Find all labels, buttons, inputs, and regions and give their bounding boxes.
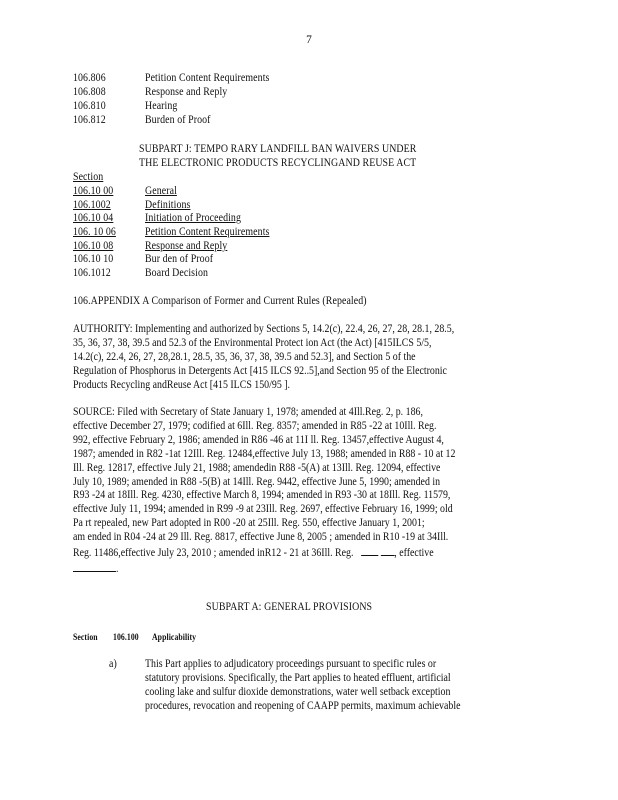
subpart-j-heading-line2: THE ELECTRONIC PRODUCTS RECYCLINGAND REUSE ACT — [139, 157, 417, 169]
source-line-blank: . — [73, 561, 455, 577]
blank-field — [73, 561, 116, 572]
page-number: 7 — [306, 34, 312, 46]
toc-num: 106.812 — [73, 114, 106, 126]
section-heading-label: Section — [73, 632, 98, 642]
toc-title: Definitions — [145, 199, 191, 211]
source-line: R93 -24 at 18Ill. Reg. 4230, effective March 8, 1994; amended in R93 -30 at 18Ill. Reg. 11579, — [73, 489, 451, 502]
toc-title: Burden of Proof — [145, 114, 211, 126]
paragraph-marker: a) — [109, 658, 117, 670]
authority-line: 14.2(c), 22.4, 26, 27, 28,28.1, 28.5, 35, 36, 37, 38, 39.5 and 52.3], and Section 5 of the — [73, 350, 416, 363]
authority-line: 35, 36, 37, 38, 39.5 and 52.3 of the Environmental Protect ion Act (the Act) [415ILCS 5/5, — [73, 336, 432, 349]
appendix-entry: 106.APPENDIX A Comparison of Former and Current Rules (Repealed) — [73, 295, 367, 307]
source-line: Pa rt repealed, new Part adopted in R00 -20 at 25Ill. Reg. 550, effective January 1, 2001; — [73, 517, 425, 530]
toc-num: 106.10 10 — [73, 253, 114, 265]
toc-num: 106.1002 — [73, 199, 111, 211]
section-label: Section — [73, 171, 104, 183]
blank-field — [361, 545, 378, 556]
toc-num: 106.10 04 — [73, 212, 114, 224]
toc-title: Petition Content Requirements — [145, 226, 270, 238]
blank-field — [381, 545, 395, 556]
toc-num: 106. 10 06 — [73, 226, 116, 238]
subpart-a-heading: SUBPART A: GENERAL PROVISIONS — [206, 601, 373, 613]
toc-title: Response and Reply — [145, 86, 228, 98]
source-line-last — [73, 545, 455, 561]
toc-title: Board Decision — [145, 267, 209, 279]
toc-title: Bur den of Proof — [145, 253, 214, 265]
paragraph-line: cooling lake and sulfur dioxide demonstrations, water well setback exception — [145, 685, 451, 698]
paragraph-line: procedures, revocation and reopening of CAAPP permits, maximum achievable — [145, 699, 461, 712]
toc-num: 106.808 — [73, 86, 106, 98]
authority-line: Products Recycling andReuse Act [415 ILCS 150/95 ]. — [73, 378, 291, 391]
source-line: Ill. Reg. 12817, effective July 21, 1988; amendedin R88 -5(A) at 13Ill. Reg. 12094, effective — [73, 461, 441, 474]
source-line: SOURCE: Filed with Secretary of State January 1, 1978; amended at 4Ill.Reg. 2, p. 186, — [73, 406, 423, 418]
paragraph-line: This Part applies to adjudicatory proceedings pursuant to specific rules or — [145, 658, 437, 670]
authority-line: Regulation of Phosphorus in Detergents Act [415 ILCS 92..5],and Section 95 of the Electronic — [73, 364, 447, 377]
paragraph-line: statutory provisions. Specifically, the Part applies to heated effluent, artificial — [145, 671, 451, 684]
toc-num: 106.10 00 — [73, 185, 114, 197]
toc-title: General — [145, 185, 177, 197]
source-line: am ended in R04 -24 at 29 Ill. Reg. 8817, effective June 8, 2005 ; amended in R10 -19 at 34Ill. — [73, 531, 449, 544]
section-heading-number: 106.100 — [113, 632, 139, 642]
toc-title: Response and Reply — [145, 240, 228, 252]
toc-num: 106.1012 — [73, 267, 111, 279]
source-line: effective December 27, 1979; codified at 6Ill. Reg. 8357; amended in R85 -22 at 10Ill. Reg. — [73, 419, 437, 432]
toc-title: Initiation of Proceeding — [145, 212, 241, 224]
authority-line: AUTHORITY: Implementing and authorized by Sections 5, 14.2(c), 22.4, 26, 27, 28, 28.1, 28.5, — [73, 323, 455, 335]
source-line: effective July 11, 1994; amended in R99 -9 at 23Ill. Reg. 2697, effective February 16, 1999; old — [73, 503, 453, 516]
toc-title: Petition Content Requirements — [145, 72, 270, 84]
source-line: 992, effective February 2, 1986; amended in R86 -46 at 11I ll. Reg. 13457,effective August 4, — [73, 433, 444, 446]
subpart-j-heading-line1: SUBPART J: TEMPO RARY LANDFILL BAN WAIVERS UNDER — [139, 143, 417, 155]
toc-num: 106.806 — [73, 72, 106, 84]
source-note — [73, 406, 455, 577]
authority-note — [73, 323, 454, 393]
toc-num: 106.10 08 — [73, 240, 114, 252]
source-line: July 10, 1989; amended in R88 -5(B) at 14Ill. Reg. 9442, effective June 5, 1990; amended in — [73, 475, 441, 488]
paragraph-a — [145, 658, 460, 714]
source-tail: , effective — [394, 547, 434, 560]
source-line: 1987; amended in R82 -1at 12Ill. Reg. 12484,effective July 13, 1988; amended in R88 - 10 at 12 — [73, 447, 456, 460]
source-line: Reg. 11486,effective July 23, 2010 ; amended inR12 - 21 at 36Ill. Reg. — [73, 547, 354, 560]
toc-title: Hearing — [145, 100, 178, 112]
toc-num: 106.810 — [73, 100, 106, 112]
section-heading-title: Applicability — [152, 632, 197, 642]
